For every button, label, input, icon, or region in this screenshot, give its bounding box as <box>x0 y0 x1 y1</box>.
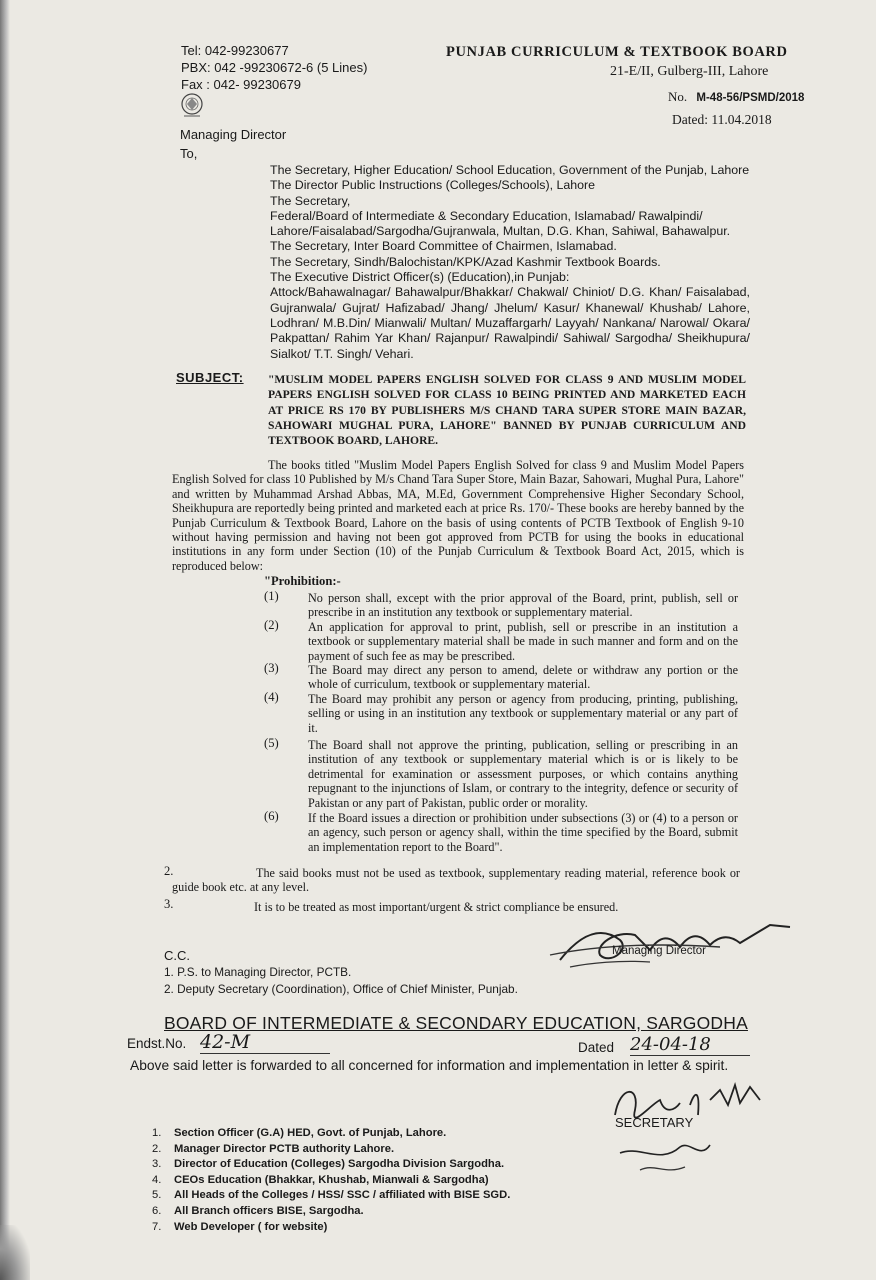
distribution-list <box>152 1126 510 1235</box>
clause-number: (6) <box>264 809 279 823</box>
recipient-line: The Secretary, Inter Board Committee of Chairmen, Islamabad. <box>270 239 617 254</box>
secretary-signature <box>600 1075 780 1185</box>
para-number: 2. <box>164 864 174 878</box>
signature-title: Managing Director <box>612 945 706 957</box>
recipient-line: Federal/Board of Intermediate & Secondary Education, Islamabad/ Rawalpindi/ <box>270 208 703 223</box>
clause-text: An application for approval to print, publish, sell or prescribe in an institution a textbook or supplementary material shall be made in such manner and form and on the payment of such fee as may be prescribed. <box>308 620 738 663</box>
fax-line: Fax : 042- 99230679 <box>181 77 301 92</box>
subject-label: SUBJECT: <box>176 370 244 385</box>
scan-edge-shadow <box>0 0 10 1280</box>
cc-list <box>164 964 518 998</box>
para-3-text: It is to be treated as most important/urgent & strict compliance be ensured. <box>254 900 619 914</box>
clause-text: The Board may direct any person to amend, delete or withdraw any portion or the whole of curriculum, textbook or supplementary material. <box>308 663 738 692</box>
list-item: 4. CEOs Education (Bhakkar, Khushab, Mianwali & Sargodha) <box>152 1173 489 1186</box>
emblem-icon <box>180 92 204 118</box>
forwarding-text: Above said letter is forwarded to all concerned for information and implementation in letter & spirit. <box>130 1058 729 1073</box>
endorsement-date-label: Dated <box>578 1040 615 1055</box>
recipient-line: The Secretary, <box>270 193 351 208</box>
letter-number <box>668 89 804 105</box>
body-paragraph: The books titled "Muslim Model Papers English Solved for class 9 and Muslim Model Papers English Solved for class 10 Published by M/s Chand Tara Super Store, Main Bazar, Sahowari, Mughal Pura, Lahore" and written by Muhammad Arshad Abbas, MA, M.Ed, Government Comprehensive Higher Secondary School, Sheikhupura are reportedly being printed and marketed each at price Rs. 170/- These books are hereby banned by the Punjab Curriculum & Textbook Board, Lahore on the basis of using contents of PCTB Textbook of English 9-10 without having permission and having not been got approved from PCTB for using the books in educational institutions in any form under Section (10) of the Punjab Curriculum & Textbook Board Act, 2015, which is reproduced below: <box>172 458 744 573</box>
district-list: Attock/Bahawalnagar/ Bahawalpur/Bhakkar/ Chakwal/ Chiniot/ D.G. Khan/ Faisalabad, Gujranwala/ Gujrat/ Hafizabad/ Jhang/ Jhelum/ Kasur/ Khanewal/ Khushab/ Lahore, Lodhran/ M.B.Din/ Mianwali/ Multan/ Muzaffargarh/ Layyah/ Nankana/ Narowal/ Okara/ Pakpattan/ Rahim Yar Khan/ Rajanpur/ Rawalpindi/ Sahiwal/ Sargodha/ Sheikhupura/ Sialkot/ T.T. Singh/ Vehari. <box>270 285 750 361</box>
contact-block <box>181 42 367 93</box>
clause-number: (3) <box>264 661 279 675</box>
cc-item: 1. P.S. to Managing Director, PCTB. <box>164 965 352 979</box>
tel-line: Tel: 042-99230677 <box>181 43 289 58</box>
letter-number-label: No. <box>668 89 688 104</box>
clause-text: If the Board issues a direction or prohibition under subsections (3) or (4) to a person or an agency, such person or agency shall, within the time specified by the Board, submit an implementation report to the Board". <box>308 811 738 854</box>
clause-text: The Board may prohibit any person or agency from producing, printing, publishing, selling or using in an institution any textbook or supplementary material or any part of it. <box>308 692 738 735</box>
to-label: To, <box>180 146 198 161</box>
list-item: 7. Web Developer ( for website) <box>152 1220 328 1233</box>
letterhead-address: 21-E/II, Gulberg-III, Lahore <box>610 64 769 79</box>
clause-text: The Board shall not approve the printing, publication, selling or prescribing in an institution of any textbook or supplementary material which is or is likely to be detrimental for examination or assessment purposes, or which contains anything repugnant to the injunctions of Islam, or contrary to the integrity, defence or security of Pakistan or any part of Pakistan, public order or morality. <box>308 738 738 810</box>
managing-director-signature <box>540 905 800 975</box>
recipient-list <box>270 163 750 362</box>
cc-item: 2. Deputy Secretary (Coordination), Office of Chief Minister, Punjab. <box>164 982 518 996</box>
secretary-label: SECRETARY <box>615 1115 694 1130</box>
clause-number: (5) <box>264 736 279 750</box>
clause-number: (4) <box>264 690 279 704</box>
list-item: 1. Section Officer (G.A) HED, Govt. of Punjab, Lahore. <box>152 1127 447 1139</box>
clause-text: No person shall, except with the prior approval of the Board, print, publish, sell or prescribe in an institution any textbook or supplementary material. <box>308 591 738 620</box>
letter-date: Dated: 11.04.2018 <box>672 112 772 127</box>
clause-number: (1) <box>264 589 279 603</box>
para-number: 3. <box>164 897 174 911</box>
pbx-line: PBX: 042 -99230672-6 (5 Lines) <box>181 60 368 75</box>
para-2-text: The said books must not be used as textbook, supplementary reading material, reference book or guide book etc. at any level. <box>172 866 740 895</box>
recipient-line: The Secretary, Sindh/Balochistan/KPK/Azad Kashmir Textbook Boards. <box>270 254 661 269</box>
list-item: 5. All Heads of the Colleges / HSS/ SSC / affiliated with BISE SGD. <box>152 1189 511 1202</box>
recipient-line: Lahore/Faisalabad/Sargodha/Gujranwala, Multan, D.G. Khan, Sahiwal, Bahawalpur. <box>270 224 731 239</box>
list-item: 6. All Branch officers BISE, Sargodha. <box>152 1204 364 1217</box>
list-item: 2. Manager Director PCTB authority Lahore. <box>152 1142 395 1155</box>
letterhead-board-name: PUNJAB CURRICULUM & TEXTBOOK BOARD <box>446 44 788 60</box>
recipient-line: The Director Public Instructions (Colleges/Schools), Lahore <box>270 178 596 193</box>
clause-number: (2) <box>264 618 279 632</box>
endorsement-date-value: 24-04-18 <box>630 1034 750 1056</box>
endorsement-number-value: 42-M <box>200 1031 330 1054</box>
sender-designation: Managing Director <box>180 127 287 142</box>
subject-text: "MUSLIM MODEL PAPERS ENGLISH SOLVED FOR CLASS 9 AND MUSLIM MODEL PAPERS ENGLISH SOLVED FOR CLASS 10 BEING PRINTED AND MARKETED EACH AT PRICE RS 170 BY PUBLISHERS M/S CHAND TARA SUPER STORE MAIN BAZAR, SAHOWARI MUGHAL PURA, LAHORE" BANNED BY PUNJAB CURRICULUM AND TEXTBOOK BOARD, LAHORE. <box>268 373 746 448</box>
scan-corner-shadow <box>0 1225 30 1280</box>
prohibition-heading: "Prohibition:- <box>264 574 341 588</box>
list-item: 3. Director of Education (Colleges) Sargodha Division Sargodha. <box>152 1158 505 1171</box>
recipient-line: The Secretary, Higher Education/ School Education, Government of the Punjab, Lahore <box>270 163 750 177</box>
endorsement-board-title: BOARD OF INTERMEDIATE & SECONDARY EDUCATION, SARGODHA <box>164 1013 748 1033</box>
letter-number-value: M-48-56/PSMD/2018 <box>696 92 805 104</box>
recipient-line: The Executive District Officer(s) (Education),in Punjab: <box>270 270 570 285</box>
cc-label: C.C. <box>164 948 190 963</box>
endorsement-number-label: Endst.No. <box>127 1036 187 1051</box>
